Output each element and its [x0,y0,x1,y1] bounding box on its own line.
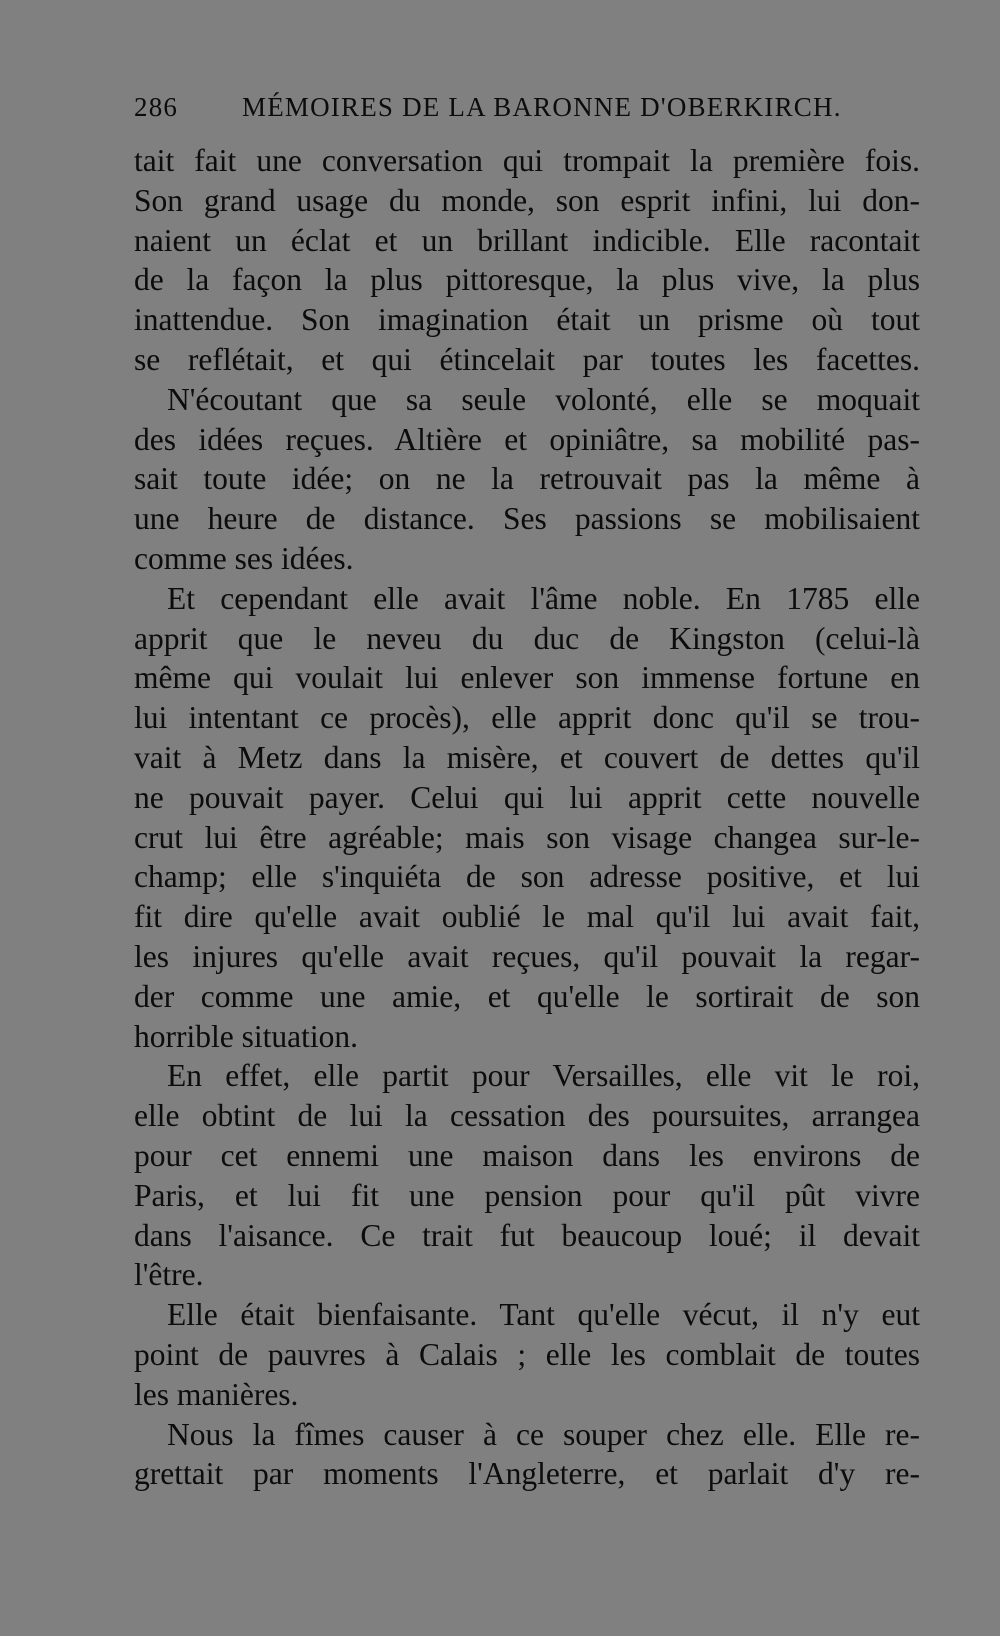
paragraph-first-line: Elle était bienfaisante. Tant qu'elle vécut, il n'y eut [167,1297,920,1333]
text-line: l'être. [134,1257,204,1293]
text-line: Paris, et lui fit une pension pour qu'il pût vivre [134,1177,920,1213]
text-line: de la façon la plus pittoresque, la plus vive, la plus [134,262,920,298]
text-line: pour cet ennemi une maison dans les environs de [134,1137,920,1173]
text-line: apprit que le neveu du duc de Kingston (celui-là [134,620,920,656]
body-text [134,141,920,1494]
text-line: dans l'aisance. Ce trait fut beaucoup loué; il devait [134,1217,920,1253]
paragraph-first-line: Et cependant elle avait l'âme noble. En 1785 elle [167,580,920,616]
paragraph-first-line: En effet, elle partit pour Versailles, elle vit le roi, [167,1058,920,1094]
text-line: der comme une amie, et qu'elle le sortirait de son [134,978,920,1014]
text-line: ne pouvait payer. Celui qui lui apprit cette nouvelle [134,779,920,815]
text-line: une heure de distance. Ses passions se mobilisaient [134,501,920,537]
text-line: crut lui être agréable; mais son visage changea sur-le- [134,819,920,855]
text-line: horrible situation. [134,1018,358,1054]
text-line: les manières. [134,1376,299,1412]
text-line: fit dire qu'elle avait oublié le mal qu'il lui avait fait, [134,899,920,935]
text-line: comme ses idées. [134,540,354,576]
text-line: les injures qu'elle avait reçues, qu'il pouvait la regar- [134,938,920,974]
text-line: Son grand usage du monde, son esprit infini, lui don- [134,182,920,218]
text-line: se reflétait, et qui étincelait par toutes les facettes. [134,341,920,377]
text-line: grettait par moments l'Angleterre, et parlait d'y re- [134,1456,920,1492]
text-line: champ; elle s'inquiéta de son adresse positive, et lui [134,859,920,895]
text-line: sait toute idée; on ne la retrouvait pas la même à [134,461,920,497]
text-line: naient un éclat et un brillant indicible. Elle racontait [134,222,920,258]
paragraph-first-line: N'écoutant que sa seule volonté, elle se moquait [167,381,920,417]
page-number: 286 [134,92,179,122]
text-line: des idées reçues. Altière et opiniâtre, sa mobilité pas- [134,421,920,457]
text-line: lui intentant ce procès), elle apprit donc qu'il se trou- [134,700,920,736]
text-line: point de pauvres à Calais ; elle les comblait de toutes [134,1336,920,1372]
text-line: inattendue. Son imagination était un prisme où tout [134,302,920,338]
text-line: même qui voulait lui enlever son immense fortune en [134,660,920,696]
text-line: elle obtint de lui la cessation des poursuites, arrangea [134,1098,920,1134]
text-line: tait fait une conversation qui trompait la première fois. [134,143,920,178]
running-head [134,92,920,132]
paragraph-first-line: Nous la fîmes causer à ce souper chez elle. Elle re- [167,1416,920,1452]
text-line: vait à Metz dans la misère, et couvert de dettes qu'il [134,739,920,775]
running-title: MÉMOIRES DE LA BARONNE D'OBERKIRCH. [242,92,842,122]
